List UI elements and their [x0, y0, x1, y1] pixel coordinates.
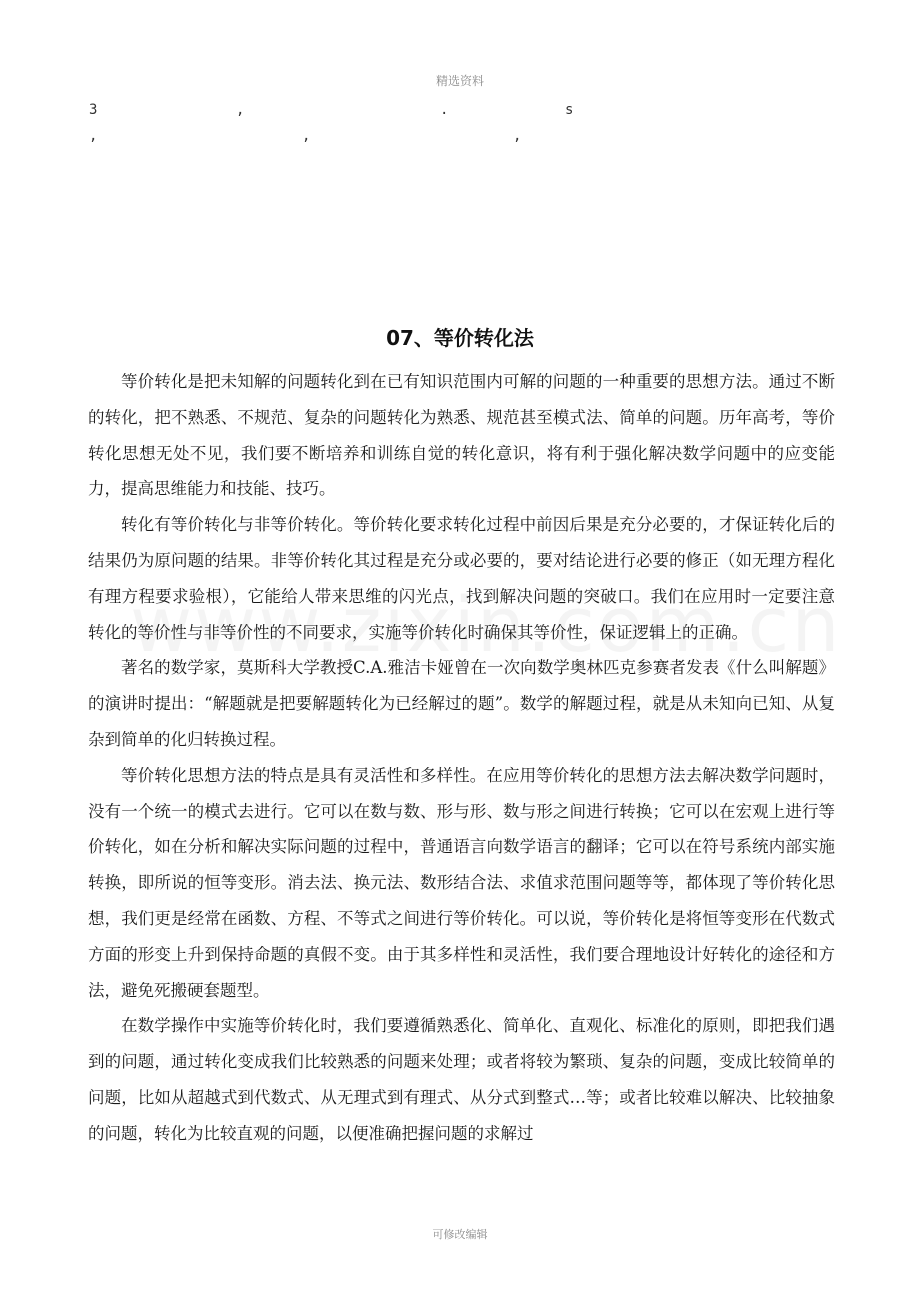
stray-mark: , [89, 128, 98, 144]
paragraph: 在数学操作中实施等价转化时，我们要遵循熟悉化、简单化、直观化、标准化的原则，即把我们遇到的问题，通过转化变成我们比较熟悉的问题来处理；或者将较为繁琐、复杂的问题，变成比较简单的问题，比如从超越式到代数式、从无理式到有理式、从分式到整式…等；或者比较难以解决、比较抽象的问题，转化为比较直观的问题，以便准确把握问题的求解过 [88, 1016, 835, 1143]
stray-mark: 3 [89, 102, 98, 118]
paragraph: 著名的数学家，莫斯科大学教授C.A.雅洁卡娅曾在一次向数学奥林匹克参赛者发表《什么叫解题》的演讲时提出：“解题就是把要解题转化为已经解过的题”。数学的解题过程，就是从未知向已知、从复杂到简单的化归转换过程。 [88, 658, 835, 749]
paragraph: 等价转化是把未知解的问题转化到在已有知识范围内可解的问题的一种重要的思想方法。通过不断的转化，把不熟悉、不规范、复杂的问题转化为熟悉、规范甚至模式法、简单的问题。历年高考，等价转化思想无处不见，我们要不断培养和训练自觉的转化意识，将有利于强化解决数学问题中的应变能力，提高思维能力和技能、技巧。 [88, 372, 835, 499]
stray-mark: , [513, 128, 522, 144]
document-title: 07、等价转化法 [386, 326, 534, 350]
page-header: 精选资料 [435, 74, 484, 88]
stray-mark: . [440, 102, 449, 118]
stray-mark: , [302, 128, 311, 144]
stray-mark: s [565, 102, 574, 118]
page-footer: 可修改编辑 [432, 1228, 488, 1241]
document-body [88, 364, 835, 1152]
paragraph: 转化有等价转化与非等价转化。等价转化要求转化过程中前因后果是充分必要的，才保证转化后的结果仍为原问题的结果。非等价转化其过程是充分或必要的，要对结论进行必要的修正（如无理方程化有理方程要求验根），它能给人带来思维的闪光点，找到解决问题的突破口。我们在应用时一定要注意转化的等价性与非等价性的不同要求，实施等价转化时确保其等价性，保证逻辑上的正确。 [88, 515, 835, 642]
stray-mark: , [236, 102, 245, 118]
paragraph: 等价转化思想方法的特点是具有灵活性和多样性。在应用等价转化的思想方法去解决数学问题时，没有一个统一的模式去进行。它可以在数与数、形与形、数与形之间进行转换；它可以在宏观上进行等价转化，如在分析和解决实际问题的过程中，普通语言向数学语言的翻译；它可以在符号系统内部实施转换，即所说的恒等变形。消去法、换元法、数形结合法、求值求范围问题等等，都体现了等价转化思想，我们更是经常在函数、方程、不等式之间进行等价转化。可以说，等价转化是将恒等变形在代数式方面的形变上升到保持命题的真假不变。由于其多样性和灵活性，我们要合理地设计好转化的途径和方法，避免死搬硬套题型。 [88, 765, 835, 1000]
